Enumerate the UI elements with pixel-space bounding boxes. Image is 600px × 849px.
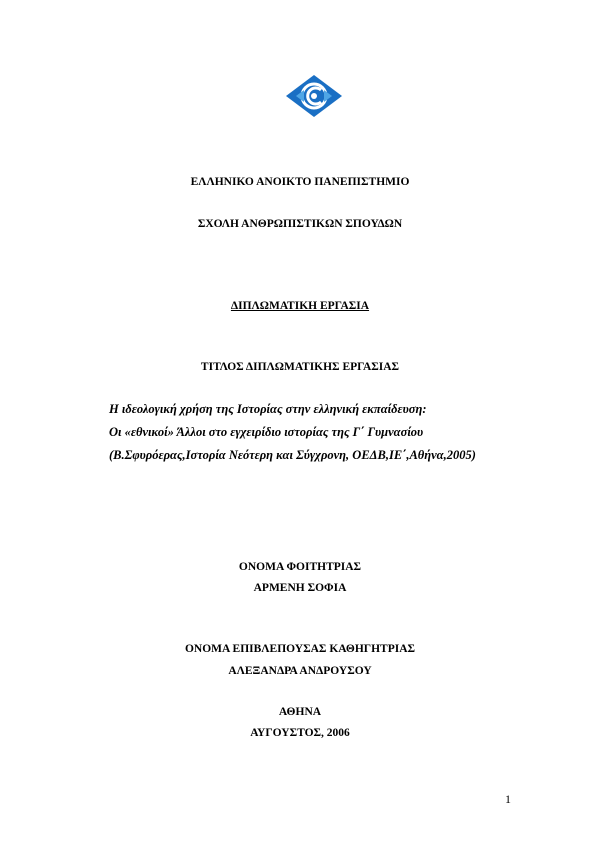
supervisor-label: ΟΝΟΜΑ ΕΠΙΒΛΕΠΟΥΣΑΣ ΚΑΘΗΓΗΤΡΙΑΣ xyxy=(184,643,416,655)
school-name: ΣΧΟΛΗ ΑΝΘΡΩΠΙΣΤΙΚΩΝ ΣΠΟΥΔΩΝ xyxy=(197,218,403,230)
thesis-title-label: ΤΙΤΛΟΣ ΔΙΠΛΩΜΑΤΙΚΗΣ ΕΡΓΑΣΙΑΣ xyxy=(200,361,400,373)
student-name: ΑΡΜΕΝΗ ΣΟΦΙΑ xyxy=(253,582,347,594)
place: ΑΘΗΝΑ xyxy=(278,706,322,718)
university-logo xyxy=(284,73,344,119)
document-type xyxy=(0,300,600,312)
thesis-title xyxy=(109,398,476,467)
thesis-title-line-1: Η ιδεολογική χρήση της Ιστορίας στην ελληνική εκπαίδευση: xyxy=(109,402,427,416)
student-label: ΟΝΟΜΑ ΦΟΙΤΗΤΡΙΑΣ xyxy=(238,561,362,573)
date: ΑΥΓΟΥΣΤΟΣ, 2006 xyxy=(250,727,350,739)
university-name: ΕΛΛΗΝΙΚΟ ΑΝΟΙΚΤΟ ΠΑΝΕΠΙΣΤΗΜΙΟ xyxy=(190,176,410,188)
page-number: 1 xyxy=(505,792,511,806)
supervisor-name: ΑΛΕΞΑΝΔΡΑ ΑΝΔΡΟΥΣΟΥ xyxy=(228,665,372,677)
thesis-title-line-3: (Β.Σφυρόερας,Ιστορία Νεότερη και Σύγχρονη, ΟΕΔΒ,ΙΕ΄,Αθήνα,2005) xyxy=(109,448,476,462)
thesis-title-line-2: Οι «εθνικοί» Άλλοι στο εγχειρίδιο ιστορίας της Γ΄ Γυμνασίου xyxy=(109,425,424,439)
document-type-text: ΔΙΠΛΩΜΑΤΙΚΗ ΕΡΓΑΣΙΑ xyxy=(230,300,370,312)
logo-center-dot xyxy=(311,93,317,99)
